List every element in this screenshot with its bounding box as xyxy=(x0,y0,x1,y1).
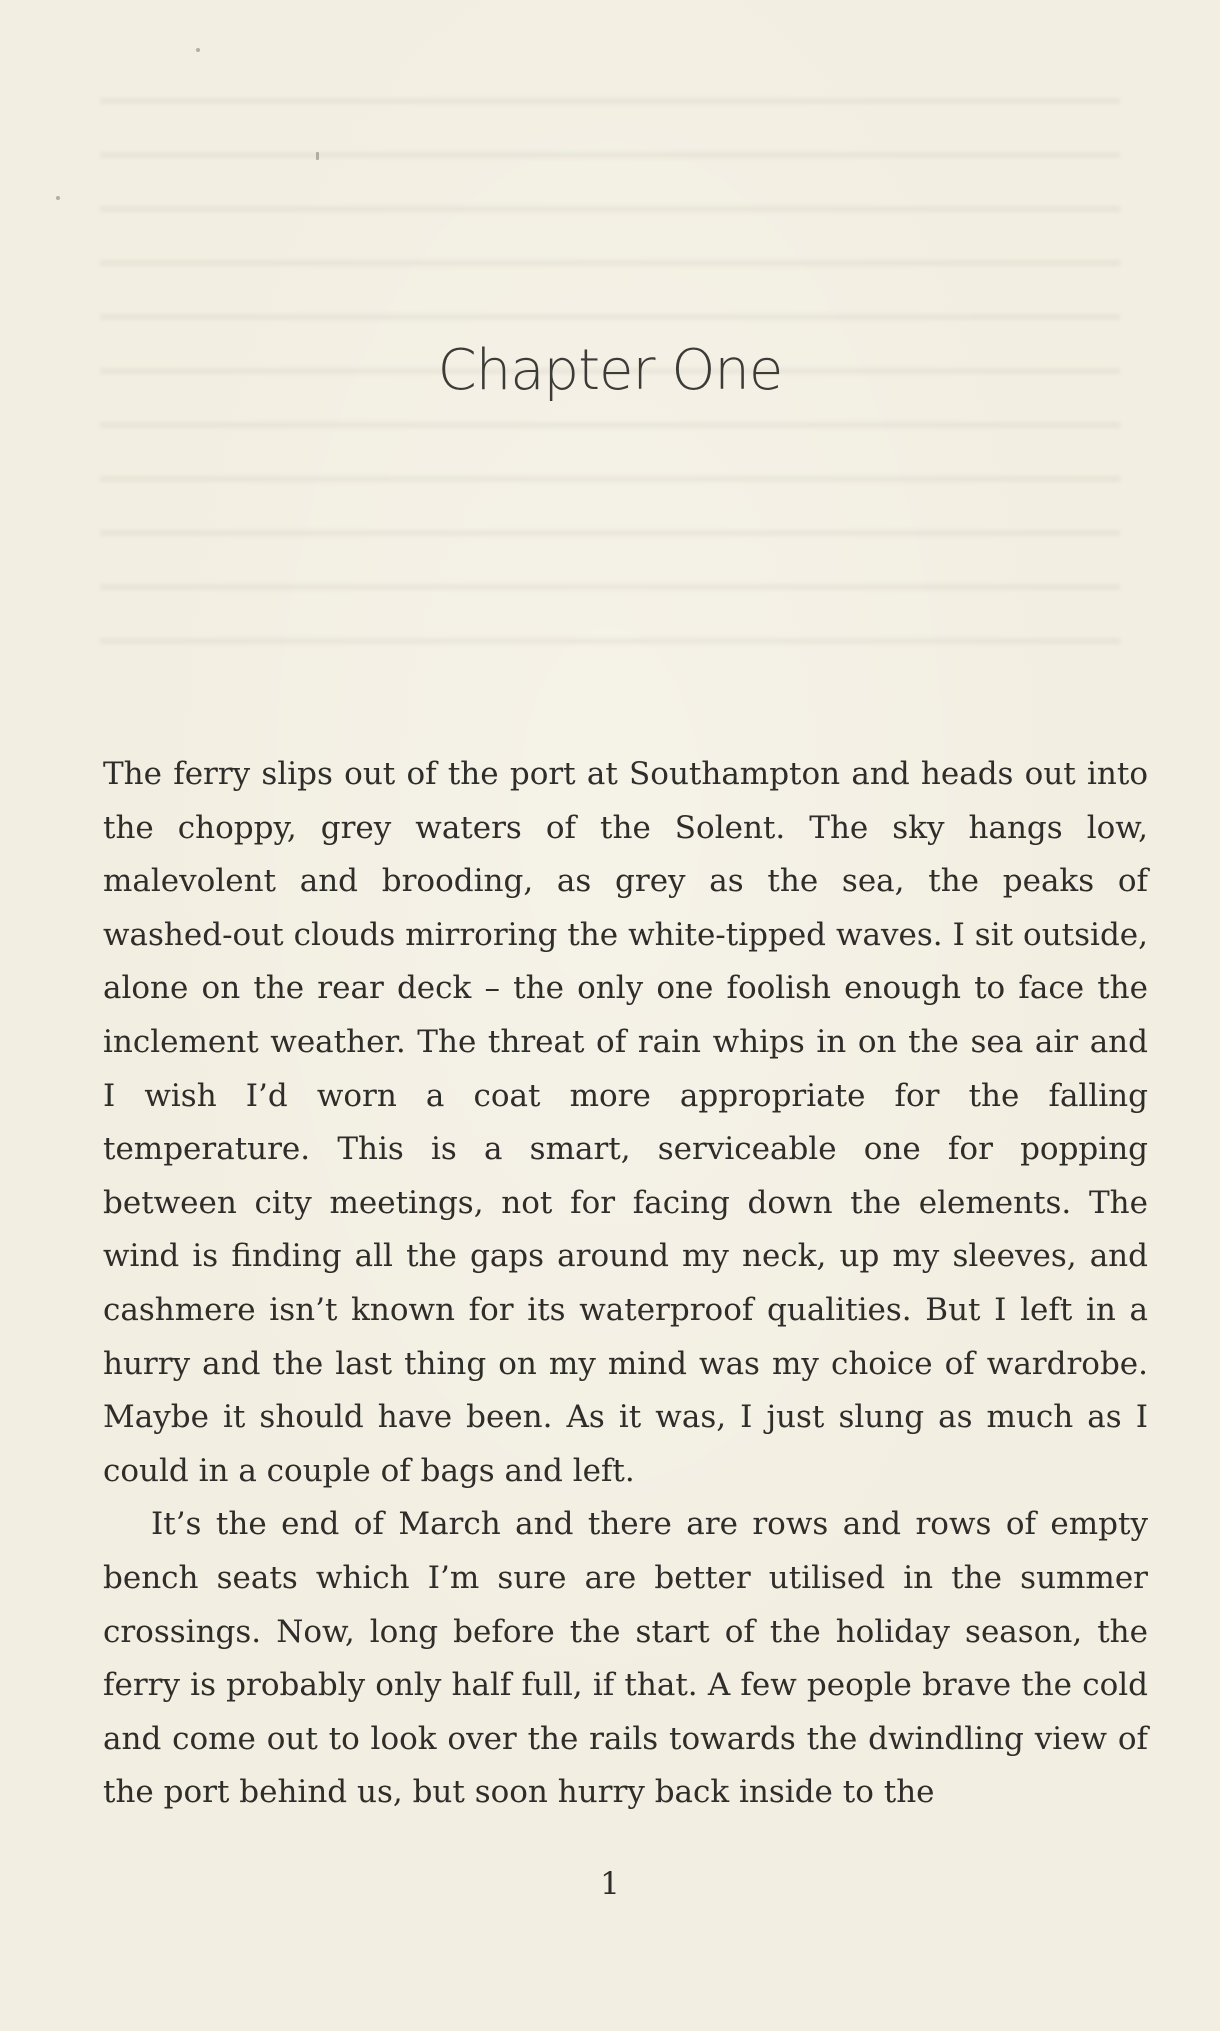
paper-speck xyxy=(316,152,319,160)
paragraph: The ferry slips out of the port at Southampton and heads out into the choppy, grey waters of the Solent. The sky hangs low, malevolent and brooding, as grey as the sea, the peaks of washed-out clouds mirroring the white-tipped waves. I sit outside, alone on the rear deck – the only one foolish enough to face the inclement weather. The threat of rain whips in on the sea air and I wish I’d worn a coat more appropriate for the falling temperature. This is a smart, serviceable one for popping between city meetings, not for facing down the elements. The wind is finding all the gaps around my neck, up my sleeves, and cashmere isn’t known for its waterproof qualities. But I left in a hurry and the last thing on my mind was my choice of wardrobe. Maybe it should have been. As it was, I just slung as much as I could in a couple of bags and left. xyxy=(103,756,1148,1489)
chapter-title: Chapter One xyxy=(437,338,783,403)
paper-speck xyxy=(56,196,60,200)
body-text xyxy=(103,748,1148,1820)
paper-speck xyxy=(196,48,200,52)
paragraph: It’s the end of March and there are rows and rows of empty bench seats which I’m sure are better utilised in the summer crossings. Now, long before the start of the holiday season, the ferry is probably only half full, if that. A few people brave the cold and come out to look over the rails towards the dwindling view of the port behind us, but soon hurry back inside to the xyxy=(103,1506,1148,1811)
page-number: 1 xyxy=(600,1866,620,1902)
